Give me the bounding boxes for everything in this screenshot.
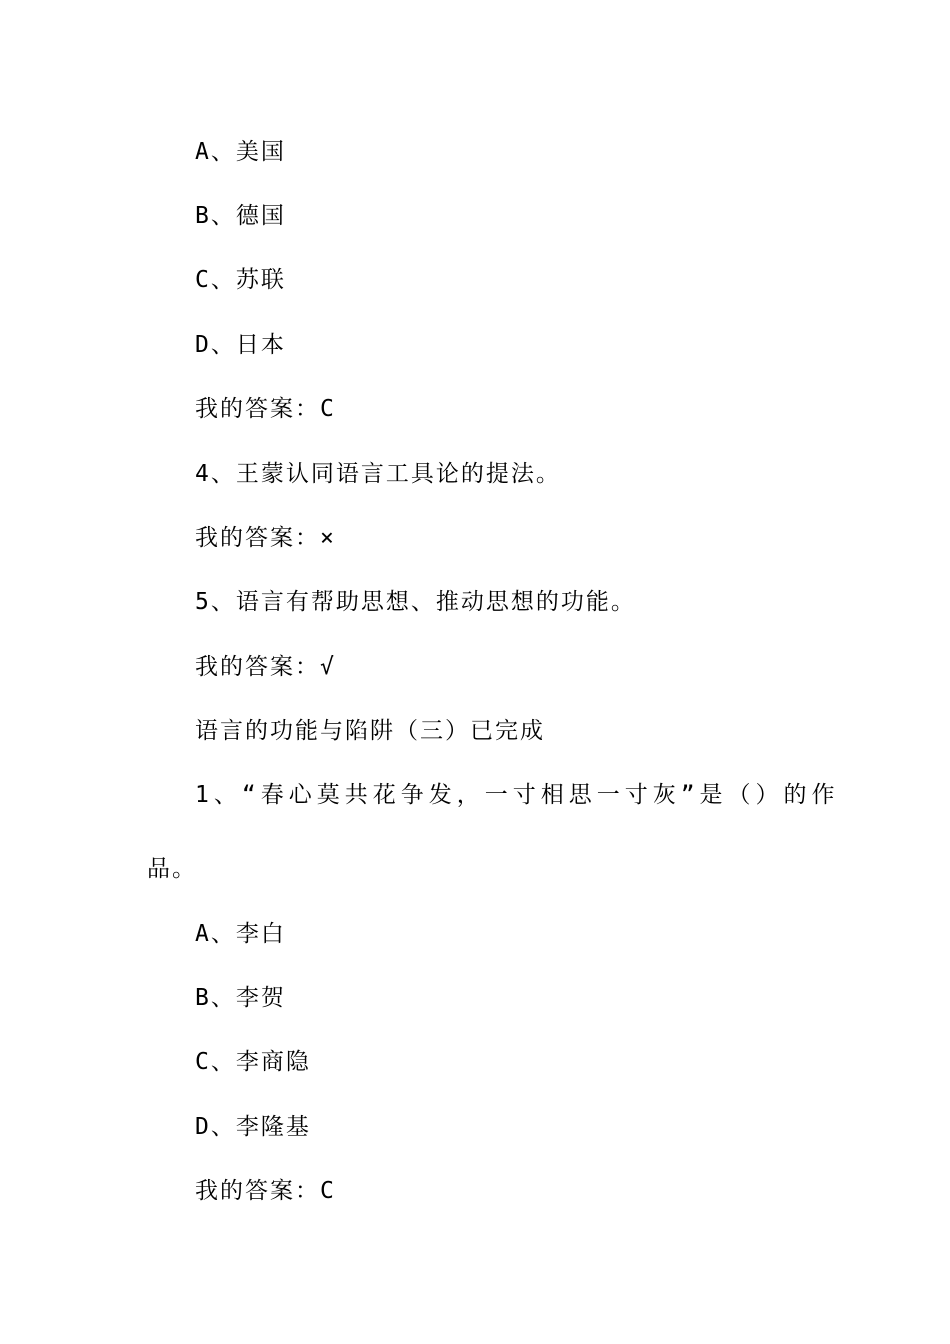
- my-answer-line: 我的答案：√: [195, 654, 336, 680]
- question-1-continuation-line: 品。: [147, 856, 197, 882]
- option-c-line: C、李商隐: [195, 1049, 311, 1075]
- section-heading-line: 语言的功能与陷阱（三）已完成: [195, 718, 545, 744]
- question-4-line: 4、王蒙认同语言工具论的提法。: [195, 461, 561, 487]
- option-c-line: C、苏联: [195, 267, 286, 293]
- option-a-line: A、美国: [195, 139, 286, 165]
- my-answer-line: 我的答案：C: [195, 396, 336, 422]
- option-b-line: B、李贺: [195, 985, 286, 1011]
- option-a-line: A、李白: [195, 921, 286, 947]
- my-answer-line: 我的答案：C: [195, 1178, 336, 1204]
- my-answer-line: 我的答案：×: [195, 525, 336, 551]
- question-1-line: 1、“春心莫共花争发，一寸相思一寸灰”是（）的作: [195, 782, 840, 808]
- option-d-line: D、日本: [195, 332, 286, 358]
- question-5-line: 5、语言有帮助思想、推动思想的功能。: [195, 589, 636, 615]
- option-d-line: D、李隆基: [195, 1114, 311, 1140]
- option-b-line: B、德国: [195, 203, 286, 229]
